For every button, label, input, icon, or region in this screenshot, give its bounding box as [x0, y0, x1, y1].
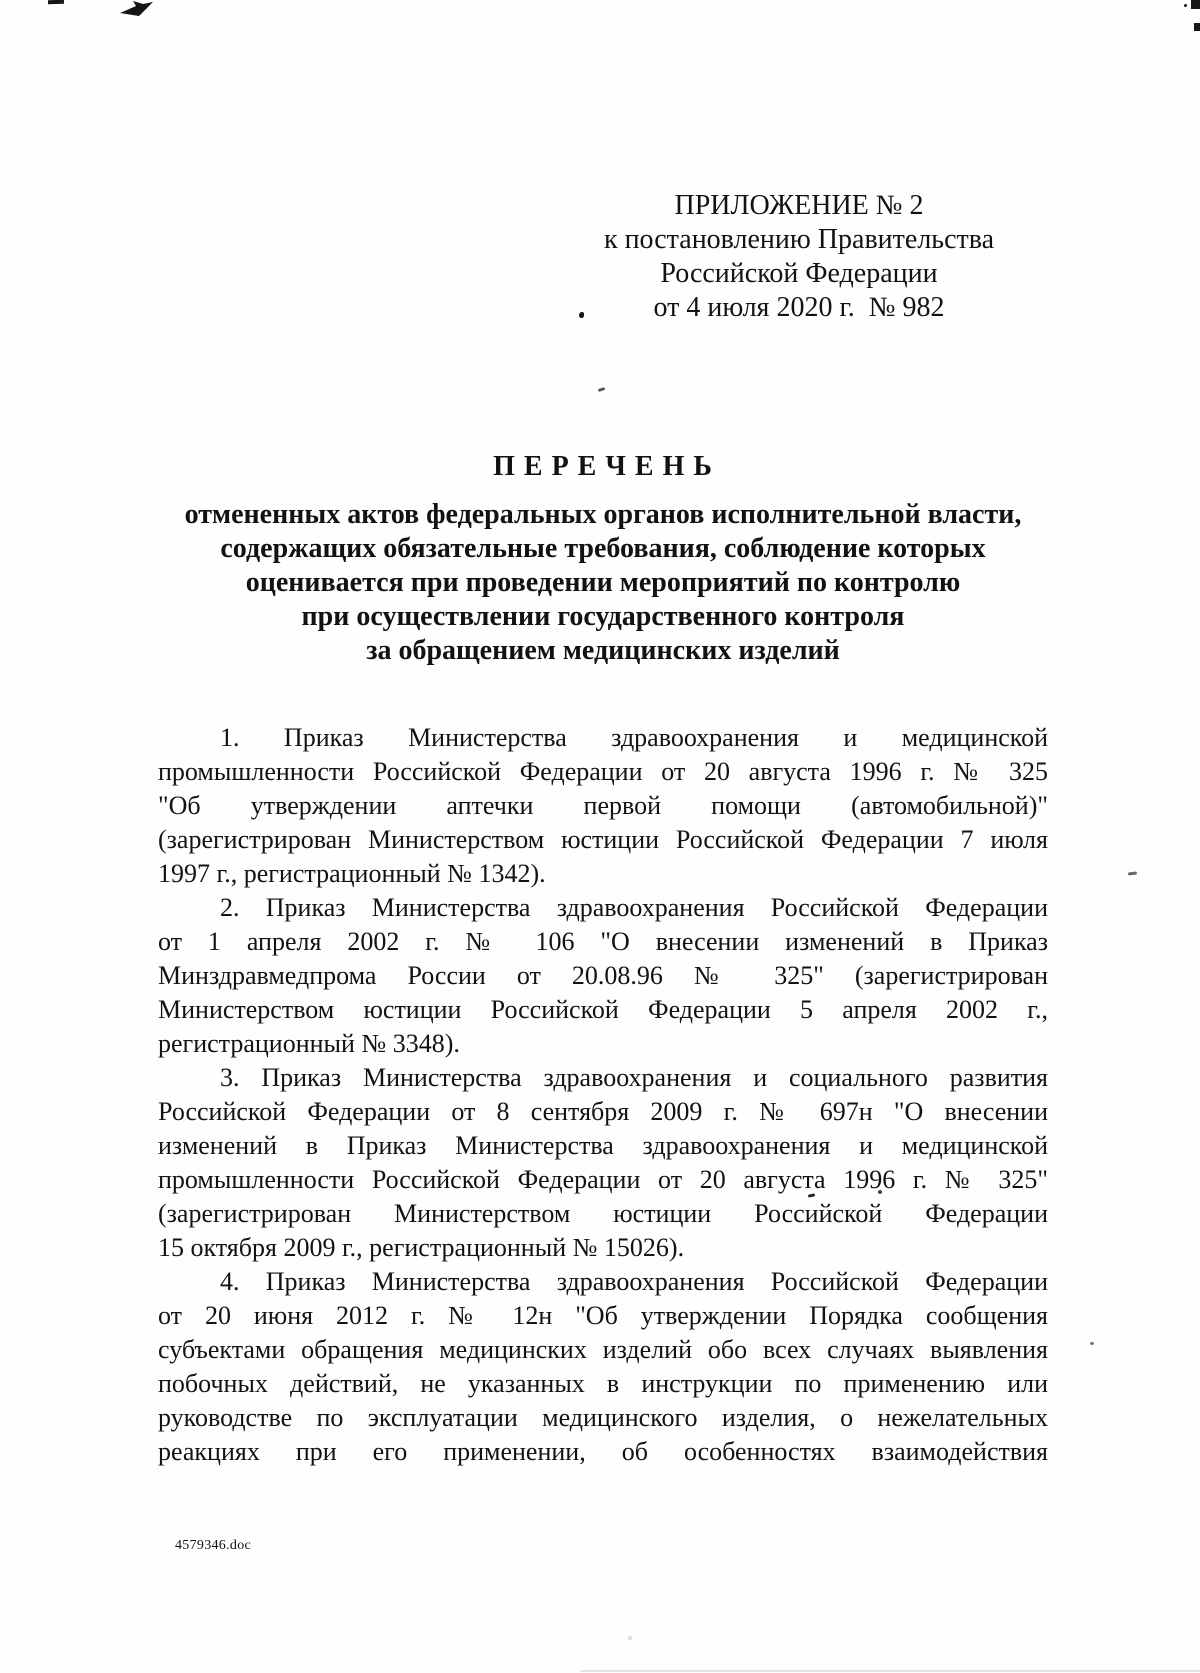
text-line: побочных действий, не указанных в инструкции по применению или: [158, 1369, 1048, 1398]
paragraph: [158, 721, 1048, 891]
text-line: руководстве по эксплуатации медицинского изделия, о нежелательных: [158, 1403, 1048, 1432]
text-line: 1. Приказ Министерства здравоохранения и медицинской: [220, 723, 1048, 752]
text-line: субъектами обращения медицинских изделий обо всех случаях выявления: [158, 1335, 1048, 1364]
scan-artifact-edge-line: [580, 1670, 1200, 1672]
text-line: Минздравмедпрома России от 20.08.96 № 325" (зарегистрирован: [158, 961, 1048, 990]
text-line: Российской Федерации от 8 сентября 2009 г. № 697н "О внесении: [158, 1097, 1048, 1126]
document-subtitle-line: при осуществлении государственного контроля: [301, 601, 905, 632]
scan-artifact-speck: [628, 1636, 632, 1640]
text-line: "Об утверждении аптечки первой помощи (автомобильной)": [158, 791, 1048, 820]
footer-file-reference: 4579346.doc: [175, 1538, 252, 1553]
appendix-header-line: от 4 июля 2020 г. № 982: [653, 292, 945, 323]
paragraph: [158, 891, 1048, 1061]
document-subtitle-line: отмененных актов федеральных органов исполнительной власти,: [184, 499, 1022, 530]
paragraph: [158, 1061, 1048, 1265]
text-line: промышленности Российской Федерации от 20 августа 1996 г. № 325": [158, 1165, 1048, 1194]
text-line: 15 октября 2009 г., регистрационный № 15026).: [158, 1233, 685, 1262]
text-line: 4. Приказ Министерства здравоохранения Российской Федерации: [220, 1267, 1048, 1296]
text-line: 1997 г., регистрационный № 1342).: [158, 859, 546, 888]
scan-artifact-speck: [598, 387, 606, 392]
text-line: реакциях при его применении, об особенностях взаимодействия: [158, 1437, 1048, 1466]
document-title: П Е Р Е Ч Е Н Ь: [493, 451, 713, 482]
appendix-header-line: Российской Федерации: [660, 258, 938, 289]
document-subtitle-line: оценивается при проведении мероприятий по контролю: [245, 567, 961, 598]
text-line: (зарегистрирован Министерством юстиции Российской Федерации: [158, 1199, 1048, 1228]
document-subtitle-line: за обращением медицинских изделий: [366, 635, 840, 666]
document-subtitle-line: содержащих обязательные требования, соблюдение которых: [220, 533, 986, 564]
scan-artifact-dash: [48, 0, 64, 4]
text-line: 2. Приказ Министерства здравоохранения Российской Федерации: [220, 893, 1048, 922]
text-line: изменений в Приказ Министерства здравоохранения и медицинской: [158, 1131, 1048, 1160]
appendix-header-line: ПРИЛОЖЕНИЕ № 2: [674, 190, 924, 221]
scan-artifact-speck: [1128, 871, 1137, 875]
appendix-header: [583, 189, 1015, 325]
scan-artifact-corner-mark: [1191, 0, 1200, 9]
text-line: 3. Приказ Министерства здравоохранения и социального развития: [220, 1063, 1048, 1092]
document-subtitle: [158, 498, 1048, 668]
document-body: [158, 721, 1048, 1469]
paragraph: [158, 1265, 1048, 1469]
scan-artifact-dot: [1184, 4, 1187, 7]
text-line: от 20 июня 2012 г. № 12н "Об утверждении Порядка сообщения: [158, 1301, 1048, 1330]
text-line: от 1 апреля 2002 г. № 106 "О внесении изменений в Приказ: [158, 927, 1048, 956]
text-line: (зарегистрирован Министерством юстиции Российской Федерации 7 июля: [158, 825, 1048, 854]
text-line: регистрационный № 3348).: [158, 1029, 460, 1058]
text-line: промышленности Российской Федерации от 20 августа 1996 г. № 325: [158, 757, 1048, 786]
scan-artifact-arrow: [120, 0, 154, 18]
appendix-header-line: к постановлению Правительства: [603, 224, 995, 255]
scan-artifact-corner-mark: [1194, 23, 1200, 31]
text-line: Министерством юстиции Российской Федерации 5 апреля 2002 г.,: [158, 995, 1048, 1024]
document-title-block: [158, 450, 1048, 668]
scan-artifact-speck: [1090, 1342, 1094, 1345]
